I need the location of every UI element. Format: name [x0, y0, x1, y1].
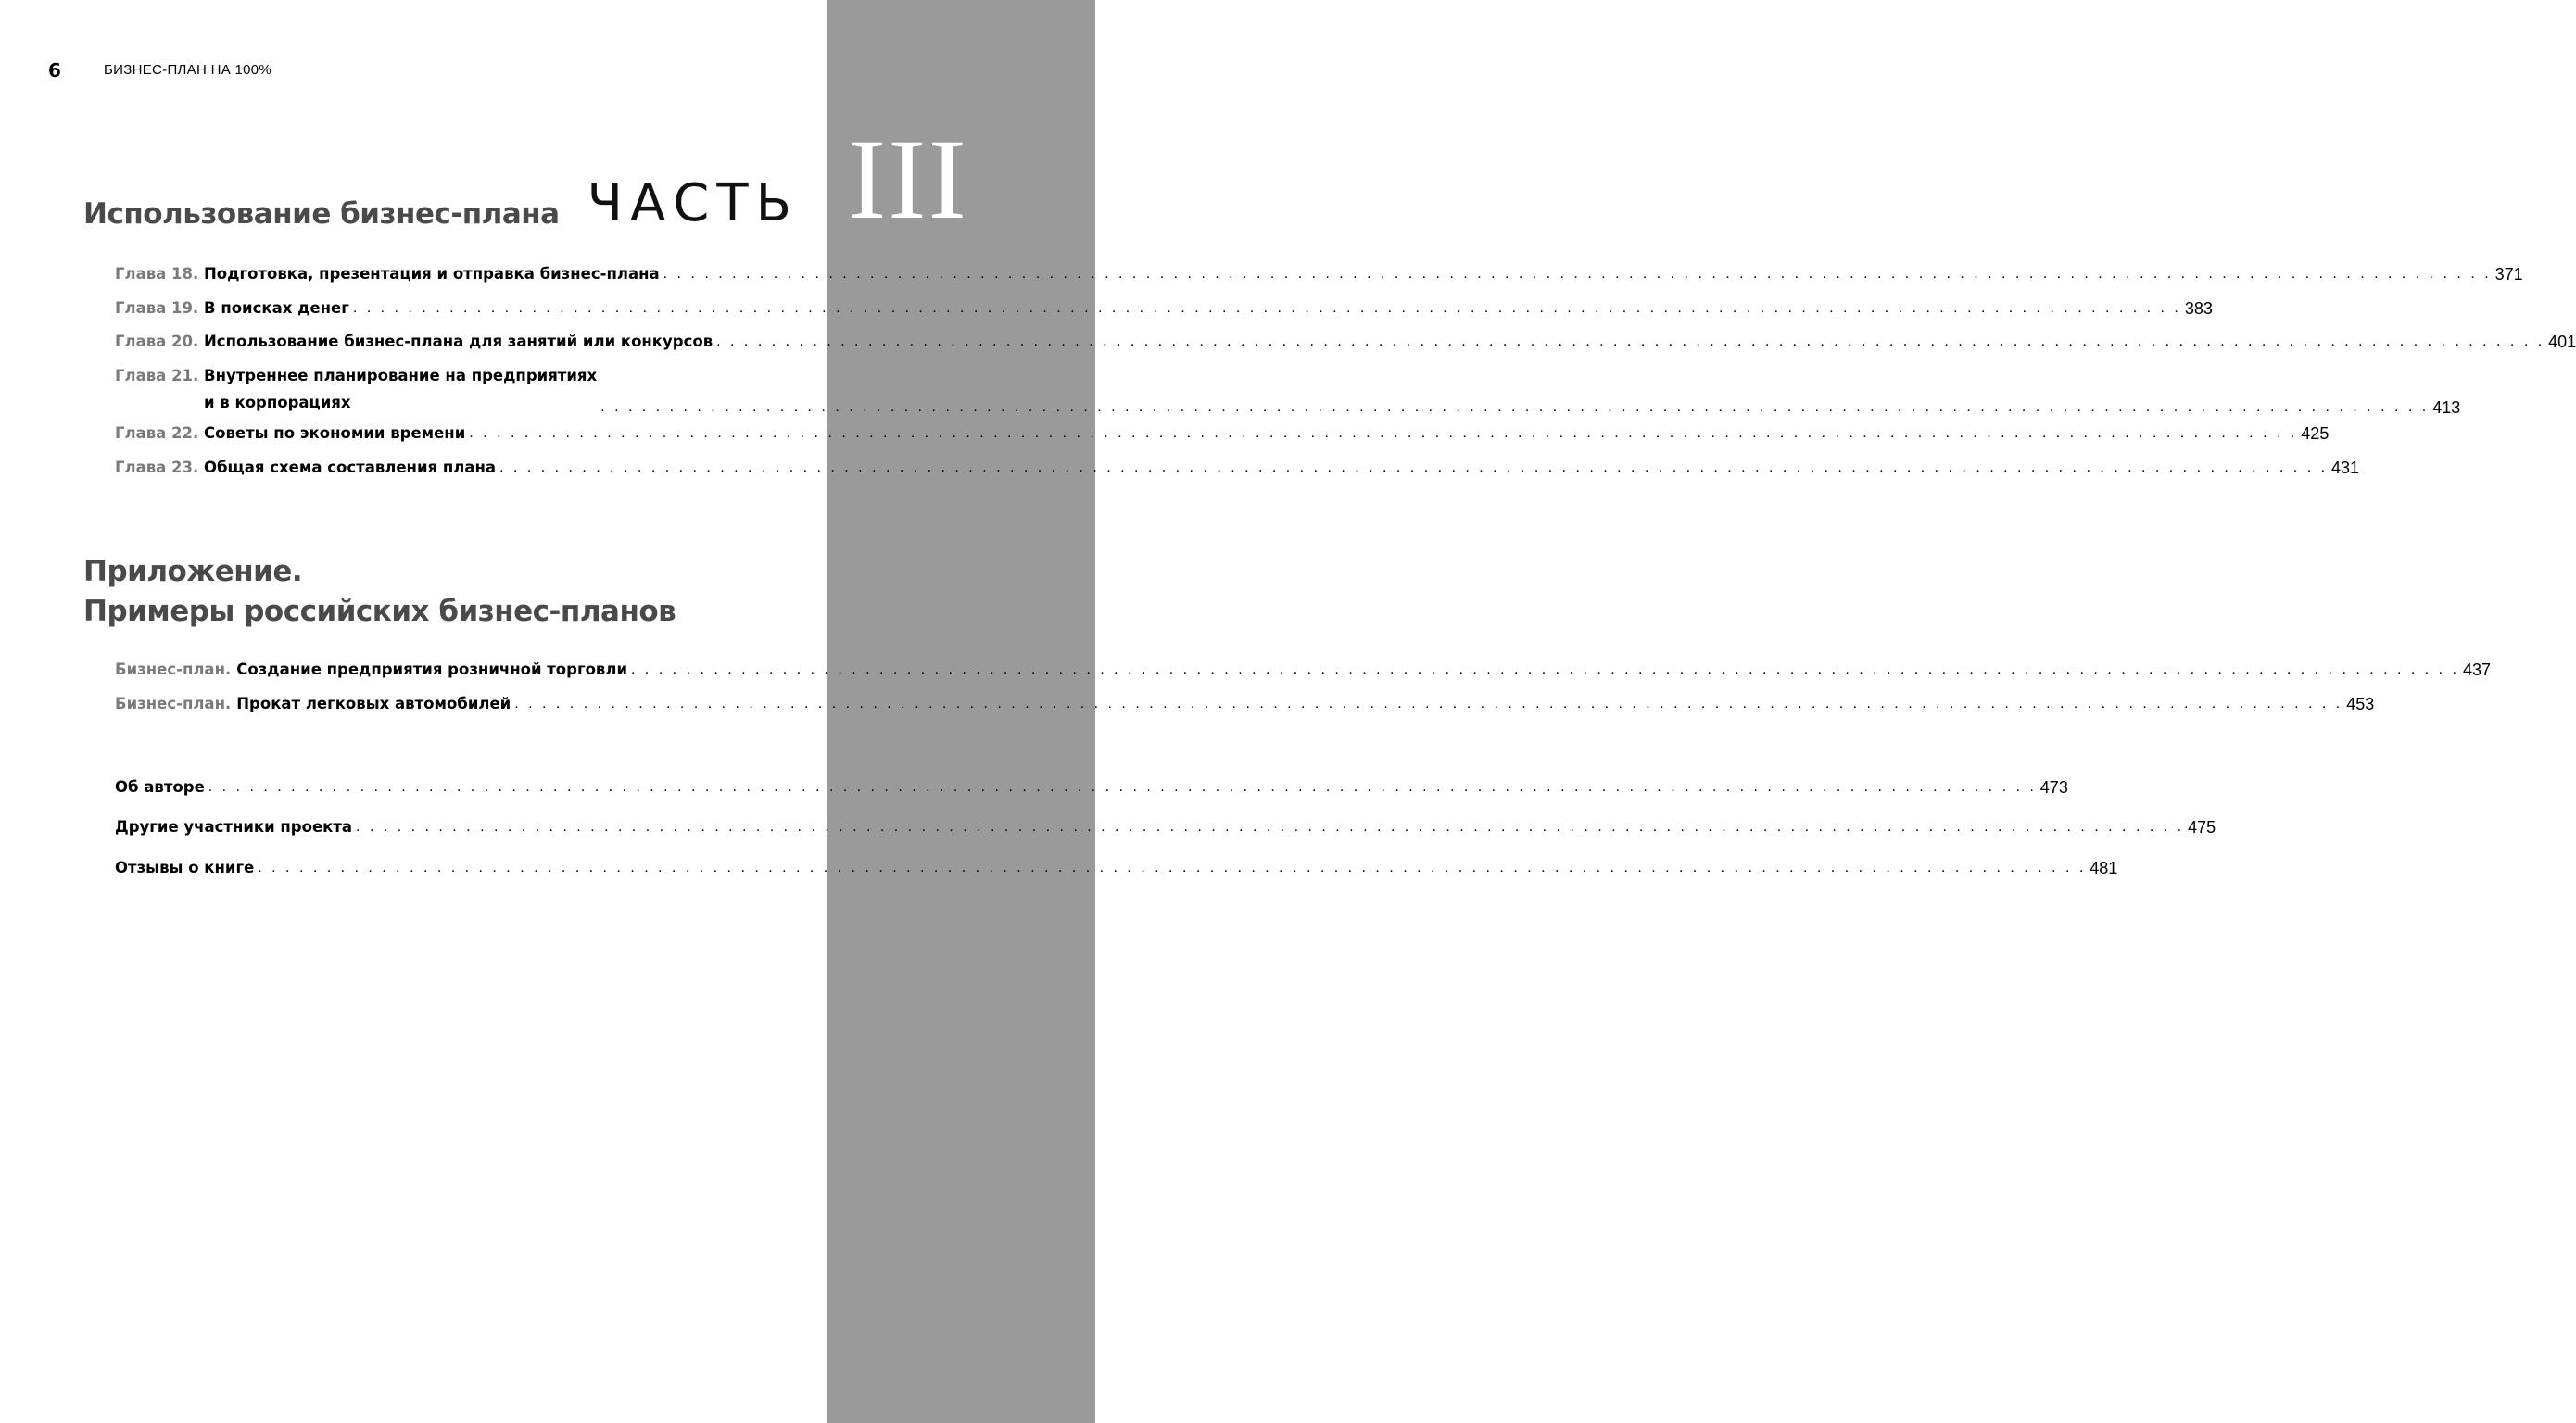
page-ref: 371	[2494, 265, 2523, 283]
page-ref: 473	[2039, 778, 2068, 797]
page-ref: 475	[2188, 818, 2216, 837]
appendix-heading-line-2: Примеры российских бизнес-планов	[83, 595, 676, 628]
page-ref: 413	[2432, 398, 2461, 417]
chapter-title: Советы по экономии времени	[204, 424, 466, 442]
section-heading-appendix	[83, 552, 676, 632]
page-ref: 401	[2548, 333, 2576, 351]
toc-entry-chapter-22[interactable]	[115, 422, 2330, 445]
chapter-title-line-2: и в корпорациях	[204, 394, 351, 411]
back-matter-title: Отзывы о книге	[115, 859, 255, 876]
toc-entry-about-author[interactable]	[115, 776, 2068, 799]
dot-leader: . . . . . . . . . . . . . . . . . . . . . . . . . . . . . . . . . . . . . . . . . . . . . . . . . . . . . . . . . . . . . . . . . . . . . . . . . . . . . . . . . . . . . . . . . . . . . . . . . . . . . . . . . . . . . . . . . . . . . . . . . . . . . . . . . . . . .	[716, 334, 2545, 349]
page-ref: 453	[2346, 695, 2375, 713]
appendix-label: Бизнес-план.	[115, 695, 232, 712]
chapter-title: Использование бизнес-плана для занятий или конкурсов	[204, 333, 713, 350]
part-word: ЧАСТЬ	[587, 173, 799, 233]
toc-entry-contributors[interactable]	[115, 816, 2216, 838]
page-ref: 481	[2090, 859, 2118, 877]
dot-leader: . . . . . . . . . . . . . . . . . . . . . . . . . . . . . . . . . . . . . . . . . . . . . . . . . . . . . . . . . . . . . . . . . . . . . . . . . . . . . . . . . . . . . . . . . . . . . . . . . . . . . . . . . . . . . . . . . . . . . . . . . . . . . . . . . . . . .	[352, 300, 2181, 316]
toc-entry-chapter-18[interactable]	[115, 263, 2523, 285]
appendix-title: Создание предприятия розничной торговли	[236, 661, 627, 678]
page-ref: 437	[2463, 661, 2492, 679]
appendix-title: Прокат легковых автомобилей	[236, 695, 511, 712]
chapter-title: Подготовка, презентация и отправка бизнес-плана	[204, 265, 660, 283]
chapter-label: Глава 18.	[115, 265, 199, 283]
page-header	[48, 59, 272, 82]
toc-entry-appendix-1[interactable]	[115, 659, 2492, 681]
appendix-heading-line-1: Приложение.	[83, 555, 303, 588]
toc-entry-appendix-2[interactable]	[115, 693, 2375, 715]
dot-leader: . . . . . . . . . . . . . . . . . . . . . . . . . . . . . . . . . . . . . . . . . . . . . . . . . . . . . . . . . . . . . . . . . . . . . . . . . . . . . . . . . . . . . . . . . . . . . . . . . . . . . . . . . . . . . . . . . . . . . . . . . . . . . . . . . . . . .	[600, 399, 2430, 415]
chapter-label: Глава 19.	[115, 299, 199, 317]
chapter-title-line-1: Внутреннее планирование на предприятиях	[204, 367, 598, 384]
toc-entry-chapter-19[interactable]	[115, 297, 2213, 320]
dot-leader: . . . . . . . . . . . . . . . . . . . . . . . . . . . . . . . . . . . . . . . . . . . . . . . . . . . . . . . . . . . . . . . . . . . . . . . . . . . . . . . . . . . . . . . . . . . . . . . . . . . . . . . . . . . . . . . . . . . . . . . . . . . . . . . . . . . . .	[469, 425, 2298, 441]
section-heading-usage: Использование бизнес-плана	[83, 197, 560, 231]
dot-leader: . . . . . . . . . . . . . . . . . . . . . . . . . . . . . . . . . . . . . . . . . . . . . . . . . . . . . . . . . . . . . . . . . . . . . . . . . . . . . . . . . . . . . . . . . . . . . . . . . . . . . . . . . . . . . . . . . . . . . . . . . . . . . . . . . . . . .	[631, 661, 2460, 677]
toc-entry-chapter-21[interactable]	[115, 365, 2461, 419]
dot-leader: . . . . . . . . . . . . . . . . . . . . . . . . . . . . . . . . . . . . . . . . . . . . . . . . . . . . . . . . . . . . . . . . . . . . . . . . . . . . . . . . . . . . . . . . . . . . . . . . . . . . . . . . . . . . . . . . . . . . . . . . . . . . . . . . . . . . .	[663, 266, 2492, 282]
page-ref: 425	[2301, 424, 2330, 443]
chapter-title: Общая схема составления плана	[204, 459, 497, 476]
toc-entry-chapter-23[interactable]	[115, 457, 2360, 479]
chapter-label: Глава 20.	[115, 333, 199, 350]
dot-leader: . . . . . . . . . . . . . . . . . . . . . . . . . . . . . . . . . . . . . . . . . . . . . . . . . . . . . . . . . . . . . . . . . . . . . . . . . . . . . . . . . . . . . . . . . . . . . . . . . . . . . . . . . . . . . . . . . . . . . . . . . . . . . . . . . . . . .	[499, 460, 2329, 475]
back-matter-title: Другие участники проекта	[115, 818, 353, 836]
dot-leader: . . . . . . . . . . . . . . . . . . . . . . . . . . . . . . . . . . . . . . . . . . . . . . . . . . . . . . . . . . . . . . . . . . . . . . . . . . . . . . . . . . . . . . . . . . . . . . . . . . . . . . . . . . . . . . . . . . . . . . . . . . . . . . . . . . . . .	[208, 779, 2037, 795]
dot-leader: . . . . . . . . . . . . . . . . . . . . . . . . . . . . . . . . . . . . . . . . . . . . . . . . . . . . . . . . . . . . . . . . . . . . . . . . . . . . . . . . . . . . . . . . . . . . . . . . . . . . . . . . . . . . . . . . . . . . . . . . . . . . . . . . . . . . .	[356, 819, 2185, 835]
appendix-label: Бизнес-план.	[115, 661, 232, 678]
page-ref: 431	[2331, 459, 2360, 477]
dot-leader: . . . . . . . . . . . . . . . . . . . . . . . . . . . . . . . . . . . . . . . . . . . . . . . . . . . . . . . . . . . . . . . . . . . . . . . . . . . . . . . . . . . . . . . . . . . . . . . . . . . . . . . . . . . . . . . . . . . . . . . . . . . . . . . . . . . . .	[514, 696, 2343, 712]
toc-entry-chapter-20[interactable]	[115, 331, 2576, 353]
back-matter-title: Об авторе	[115, 778, 205, 796]
toc-entry-reviews[interactable]	[115, 857, 2118, 879]
chapter-title: В поисках денег	[204, 299, 349, 317]
running-title: БИЗНЕС-ПЛАН НА 100%	[104, 62, 272, 78]
page-number: 6	[48, 59, 61, 82]
chapter-label: Глава 21.	[115, 367, 199, 384]
page-ref: 383	[2184, 299, 2213, 318]
dot-leader: . . . . . . . . . . . . . . . . . . . . . . . . . . . . . . . . . . . . . . . . . . . . . . . . . . . . . . . . . . . . . . . . . . . . . . . . . . . . . . . . . . . . . . . . . . . . . . . . . . . . . . . . . . . . . . . . . . . . . . . . . . . . . . . . . . . . .	[258, 860, 2087, 875]
chapter-label: Глава 23.	[115, 459, 199, 476]
part-numeral: III	[848, 116, 968, 243]
chapter-label: Глава 22.	[115, 424, 199, 442]
